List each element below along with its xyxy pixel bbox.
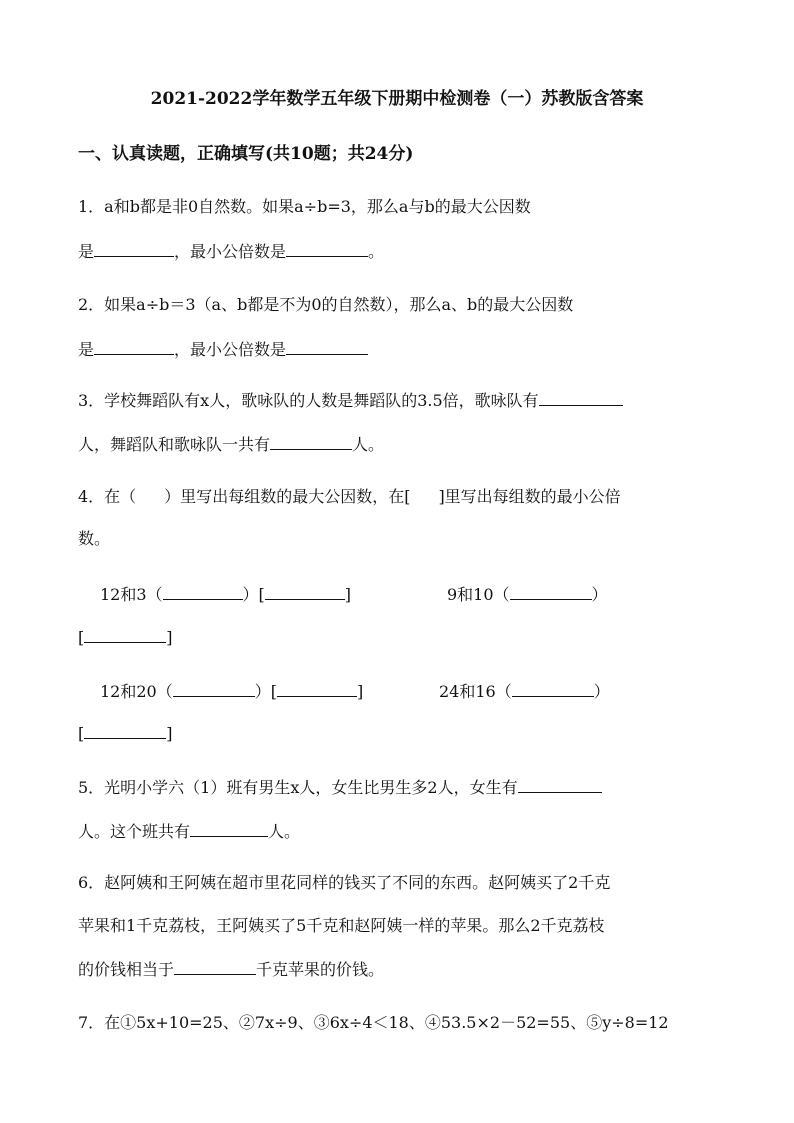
q4-r2-close: ] — [166, 628, 173, 647]
q4-r2-open: [ — [78, 628, 85, 647]
q4-r1a-end: ] — [344, 585, 352, 604]
q4-r1a-label: 12和3（ — [100, 585, 163, 604]
q4-r1a-blank-lcm[interactable] — [265, 583, 345, 600]
q1-text-end: 。 — [368, 242, 385, 261]
question-3-line-1 — [78, 389, 623, 412]
q4-row-4 — [78, 722, 173, 745]
section-heading: 一、认真读题，正确填写(共10题；共24分) — [78, 144, 414, 164]
question-4-line-2: 数。 — [78, 529, 111, 548]
q5-blank-girls[interactable] — [518, 776, 602, 793]
q4-r3a-close: ）[ — [254, 682, 277, 701]
q2-blank-lcm[interactable] — [286, 338, 368, 355]
question-5-line-1 — [78, 776, 602, 799]
q4-r1a-close: ）[ — [242, 585, 265, 604]
question-5-line-2 — [78, 820, 300, 843]
q1-text-mid: ，最小公倍数是 — [174, 242, 287, 261]
q4-r3a-blank-lcm[interactable] — [277, 680, 357, 697]
q4-r3a-label: 12和20（ — [100, 682, 173, 701]
q5-text-start: 5．光明小学六（1）班有男生x人，女生比男生多2人，女生有 — [78, 778, 518, 797]
question-3-line-2 — [78, 433, 384, 456]
q4-r4-open: [ — [78, 724, 85, 743]
question-1-line-2 — [78, 240, 384, 263]
q3-text-mid: 人，舞蹈队和歌咏队一共有 — [78, 435, 271, 454]
q6-text-start: 的价钱相当于 — [78, 960, 175, 979]
q1-blank-gcd[interactable] — [94, 240, 174, 257]
q4-row-2 — [78, 626, 173, 649]
q4-text-a: 4．在（ — [78, 487, 137, 506]
question-7-line-1: 7．在①5x+10=25、②7x÷9、③6x÷4＜18、④53.5×2－52=55、⑤y÷8=12 — [78, 1013, 669, 1032]
question-6-line-3 — [78, 958, 384, 981]
q4-r3b-blank-gcd[interactable] — [512, 680, 594, 697]
q4-text-c: ]里写出每组数的最小公倍 — [438, 487, 621, 506]
q4-r1b-close: ） — [591, 585, 608, 604]
q4-r1b-label: 9和10（ — [447, 585, 510, 604]
question-6-line-1: 6．赵阿姨和王阿姨在超市里花同样的钱买了不同的东西。赵阿姨买了2千克 — [78, 873, 611, 892]
q1-blank-lcm[interactable] — [286, 240, 368, 257]
q4-r1b-blank-lcm[interactable] — [84, 626, 166, 643]
q6-text-end: 千克苹果的价钱。 — [256, 960, 385, 979]
q4-r3a-blank-gcd[interactable] — [173, 680, 255, 697]
q5-text-end: 人。 — [268, 822, 301, 841]
q3-text-end: 人。 — [352, 435, 385, 454]
q3-blank-chorus[interactable] — [539, 389, 623, 406]
q5-blank-total[interactable] — [190, 820, 268, 837]
q5-text-mid: 人。这个班共有 — [78, 822, 191, 841]
q4-r3b-label: 24和16（ — [439, 682, 512, 701]
q4-r1a-blank-gcd[interactable] — [163, 583, 243, 600]
question-6-line-2: 苹果和1千克荔枝，王阿姨买了5千克和赵阿姨一样的苹果。那么2千克荔枝 — [78, 916, 605, 935]
q4-r3b-blank-lcm[interactable] — [84, 722, 166, 739]
q4-row-3a — [100, 680, 363, 703]
q3-blank-total[interactable] — [270, 433, 352, 450]
q1-text-start: 是 — [78, 242, 95, 261]
q2-text-start: 是 — [78, 340, 95, 359]
question-1-line-1: 1．a和b都是非0自然数。如果a÷b=3，那么a与b的最大公因数 — [78, 197, 531, 216]
q2-text-mid: ，最小公倍数是 — [174, 340, 287, 359]
q3-text-start: 3．学校舞蹈队有x人，歌咏队的人数是舞蹈队的3.5倍，歌咏队有 — [78, 391, 539, 410]
question-2-line-2 — [78, 338, 368, 361]
q4-r3b-close: ） — [593, 682, 610, 701]
q4-text-b: ）里写出每组数的最大公因数，在[ — [164, 487, 411, 506]
question-2-line-1: 2．如果a÷b＝3（a、b都是不为0的自然数），那么a、b的最大公因数 — [78, 295, 574, 314]
q4-r4-close: ] — [166, 724, 173, 743]
question-4-line-1 — [78, 486, 621, 508]
q4-row-1b — [447, 583, 608, 606]
q4-r3a-end: ] — [356, 682, 364, 701]
q4-row-1a — [100, 583, 351, 606]
q4-r1b-blank-gcd[interactable] — [510, 583, 592, 600]
q2-blank-gcd[interactable] — [94, 338, 174, 355]
q4-row-3b — [439, 680, 610, 703]
page-title: 2021-2022学年数学五年级下册期中检测卷（一）苏教版含答案 — [150, 89, 644, 109]
q6-blank-apples[interactable] — [174, 958, 256, 975]
